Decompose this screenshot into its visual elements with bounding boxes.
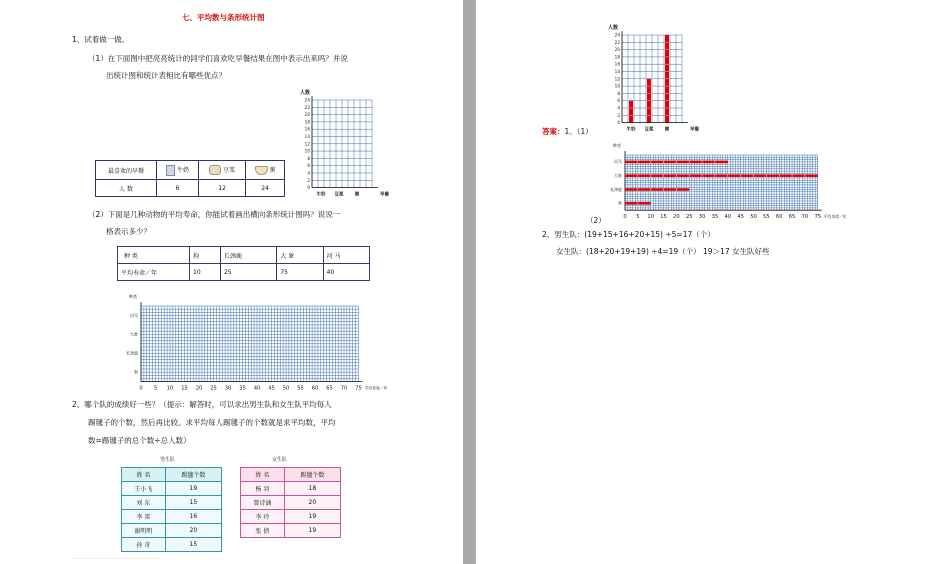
table-cell: 20 [165, 524, 221, 538]
x-tick-label: 40 [253, 385, 261, 392]
table-header-cell: 姓 名 [122, 468, 166, 482]
breakfast-row-label: 人 数 [96, 180, 157, 197]
q1-2-line2: 格表示多少？ [106, 227, 151, 236]
table-cell: 15 [165, 538, 221, 552]
y-tick-label: 0 [617, 120, 620, 126]
table-cell: 谢明明 [122, 524, 166, 538]
x-axis-title: 平均寿命／年 [364, 385, 388, 391]
y-tick-label: 0 [307, 185, 310, 191]
table-header-row [241, 468, 341, 482]
animal-header-dog: 狗 [190, 247, 221, 264]
animal-row-label: 平均寿命／年 [118, 264, 190, 281]
girls-caption: 女生队 [272, 457, 288, 463]
item-milk: 牛奶 [157, 161, 199, 180]
breakfast-answer-chart [606, 17, 716, 135]
y-tick-label: 12 [304, 141, 310, 147]
y-tick-label: 20 [304, 112, 310, 118]
x-category-label: 豆浆 [334, 192, 344, 198]
table-cell: 孙 奇 [122, 538, 166, 552]
section-title: 七、平均数与条形统计图 [182, 13, 265, 22]
x-tick-label: 65 [326, 385, 333, 392]
x-tick-label: 10 [166, 385, 174, 392]
y-category-label: 大象 [614, 173, 622, 178]
bar [629, 101, 633, 123]
y-tick-label: 22 [614, 39, 620, 45]
table-cell: 19 [284, 524, 340, 538]
answer-2-line2: 女生队：(18+20+19+19) ÷4=19（个） 19＞17 女生队好些 [556, 247, 770, 256]
y-tick-label: 6 [307, 163, 310, 169]
y-tick-label: 2 [617, 112, 620, 118]
table-cell: 18 [284, 482, 340, 496]
x-tick-label: 25 [210, 385, 217, 392]
y-category-label: 长颈鹿 [610, 186, 622, 192]
y-tick-label: 4 [307, 170, 310, 176]
answer-heading: 答案：1、（1） [542, 127, 593, 136]
y-category-label: 河马 [130, 312, 138, 318]
table-header-row [122, 468, 222, 482]
q1-1-line1: （1）在下面图中把亮亮统计的同学们喜欢吃早餐结果在图中表示出来吗？并说 [88, 54, 348, 63]
y-tick-label: 10 [614, 83, 620, 89]
q2-line1: 2、哪个队的成绩好一些？（提示：解答时，可以求出男生队和女生队平均每人 [72, 400, 332, 409]
table-cell: 张 倩 [241, 524, 285, 538]
y-category-label: 长颈鹿 [126, 350, 138, 356]
left-page [0, 0, 463, 564]
lifespan-dog: 10 [190, 264, 221, 281]
x-axis-title: 早餐 [380, 192, 389, 198]
animal-table [117, 246, 370, 281]
y-tick-label: 18 [304, 119, 310, 125]
y-axis-title: 种类 [129, 294, 137, 299]
animal-header-type: 种 类 [118, 247, 190, 264]
y-category-label: 河马 [614, 159, 622, 165]
girls-table [240, 467, 341, 538]
x-category-label: 牛奶 [316, 192, 326, 198]
q1-2-line1: （2）下面是几种动物的平均寿命，你能试着画出横向条形统计图吗？说说一 [88, 210, 341, 219]
table-header-cell: 姓 名 [241, 468, 285, 482]
table-row [241, 482, 341, 496]
table-row [241, 496, 341, 510]
answer-2-line1: 2、男生队：(19+15+16+20+15) ÷5=17（个） [542, 230, 715, 239]
lifespan-elephant: 75 [277, 264, 323, 281]
y-tick-label: 14 [304, 134, 310, 139]
y-tick-label: 8 [307, 155, 310, 161]
item-porridge: 粥 [246, 161, 285, 180]
animal-header-elephant: 大 象 [277, 247, 323, 264]
y-tick-label: 20 [614, 47, 620, 53]
table-cell: 19 [284, 510, 340, 524]
x-tick-label: 0 [139, 385, 143, 392]
q1-1-line2: 出统计图和统计表相比有哪些优点？ [106, 71, 226, 80]
table-row [122, 524, 222, 538]
x-tick-label: 35 [711, 214, 719, 221]
table-cell: 刘 东 [122, 496, 166, 510]
x-tick-label: 75 [814, 214, 822, 221]
lifespan-blank-chart [115, 292, 388, 396]
x-tick-label: 60 [311, 385, 319, 392]
y-category-label: 大象 [130, 331, 138, 337]
x-tick-label: 20 [673, 214, 680, 221]
table-header-cell: 踢毽个数 [284, 468, 340, 482]
boys-caption: 男生队 [160, 457, 176, 463]
x-tick-label: 70 [801, 214, 809, 221]
table-cell: 李 玲 [241, 510, 285, 524]
x-tick-label: 50 [282, 385, 290, 392]
y-tick-label: 14 [614, 69, 620, 74]
y-tick-label: 2 [307, 177, 310, 183]
y-tick-label: 16 [304, 126, 310, 132]
animal-header-hippo: 河 马 [323, 247, 369, 264]
value-porridge: 24 [246, 180, 285, 197]
table-row [241, 524, 341, 538]
y-tick-label: 16 [614, 61, 620, 67]
y-axis-title: 人数 [608, 25, 619, 31]
item-soymilk: 豆浆 [199, 161, 246, 180]
x-category-label: 粥 [664, 127, 670, 133]
answer-2-label: （2） [586, 216, 606, 225]
soymilk-icon [209, 165, 221, 175]
x-tick-label: 25 [685, 214, 693, 221]
x-tick-label: 65 [788, 214, 796, 221]
y-category-label: 狗 [618, 200, 622, 206]
x-tick-label: 15 [660, 214, 667, 221]
table-row [241, 510, 341, 524]
y-tick-label: 24 [304, 97, 310, 103]
table-row [122, 496, 222, 510]
lifespan-giraffe: 25 [220, 264, 276, 281]
y-tick-label: 8 [617, 90, 620, 96]
table-cell: 20 [284, 496, 340, 510]
x-tick-label: 40 [724, 214, 732, 221]
table-cell: 15 [165, 496, 221, 510]
x-tick-label: 5 [153, 385, 158, 392]
x-tick-label: 30 [224, 385, 232, 392]
lifespan-answer-chart [611, 141, 871, 225]
animal-header-giraffe: 长颈鹿 [220, 247, 276, 264]
q2-line3: 数=踢毽子的总个数÷总人数） [88, 436, 191, 445]
milk-icon [166, 165, 175, 176]
value-soymilk: 12 [199, 180, 246, 197]
table-cell: 王小飞 [122, 482, 166, 496]
x-tick-label: 50 [750, 214, 757, 221]
bar [625, 188, 689, 191]
y-tick-label: 6 [617, 98, 620, 104]
table-cell: 19 [165, 482, 221, 496]
table-row [122, 510, 222, 524]
y-tick-label: 24 [614, 32, 620, 38]
table-row [122, 482, 222, 496]
table-cell: 李 雷 [122, 510, 166, 524]
breakfast-header-label: 最喜欢的早餐 [96, 161, 157, 180]
x-category-label: 粥 [354, 192, 360, 198]
breakfast-blank-chart [298, 88, 394, 200]
y-category-label: 狗 [134, 369, 138, 375]
lifespan-hippo: 40 [323, 264, 369, 281]
right-page [476, 0, 935, 564]
boys-table [121, 467, 222, 552]
q2-line2: 踢毽子的个数，然后再比较。求平均每人踢毽子的个数就是求平均数，平均 [88, 418, 336, 427]
x-tick-label: 35 [239, 385, 246, 392]
x-tick-label: 75 [355, 385, 362, 392]
value-milk: 6 [157, 180, 199, 197]
y-tick-label: 10 [304, 148, 310, 154]
table-header-cell: 踢毽个数 [165, 468, 221, 482]
x-axis-title: 早餐 [690, 127, 699, 133]
y-axis-title: 人数 [300, 90, 311, 96]
x-tick-label: 5 [636, 214, 640, 221]
x-tick-label: 55 [297, 385, 304, 392]
y-tick-label: 22 [304, 104, 310, 110]
table-row [122, 538, 222, 552]
y-tick-label: 4 [617, 105, 620, 111]
x-category-label: 豆浆 [644, 127, 654, 133]
y-tick-label: 18 [614, 54, 620, 60]
y-axis-title: 种类 [613, 143, 621, 148]
breakfast-table [95, 160, 285, 197]
table-cell: 杨 羽 [241, 482, 285, 496]
x-tick-label: 45 [737, 214, 744, 221]
x-axis-title: 平均寿命／年 [823, 214, 847, 220]
x-tick-label: 60 [775, 214, 783, 221]
x-tick-label: 10 [647, 214, 655, 221]
x-tick-label: 55 [763, 214, 770, 221]
x-tick-label: 20 [195, 385, 203, 392]
x-tick-label: 70 [340, 385, 348, 392]
x-tick-label: 45 [268, 385, 275, 392]
x-tick-label: 15 [181, 385, 188, 392]
table-cell: 16 [165, 510, 221, 524]
x-category-label: 牛奶 [626, 127, 636, 133]
bar [625, 174, 818, 177]
table-cell: 曾诗涵 [241, 496, 285, 510]
q1-label: 1、试着做一做。 [72, 35, 130, 44]
porridge-icon [255, 166, 268, 175]
x-tick-label: 30 [698, 214, 706, 221]
footer-divider [70, 558, 160, 559]
x-tick-label: 0 [623, 214, 627, 221]
y-tick-label: 12 [614, 76, 620, 82]
